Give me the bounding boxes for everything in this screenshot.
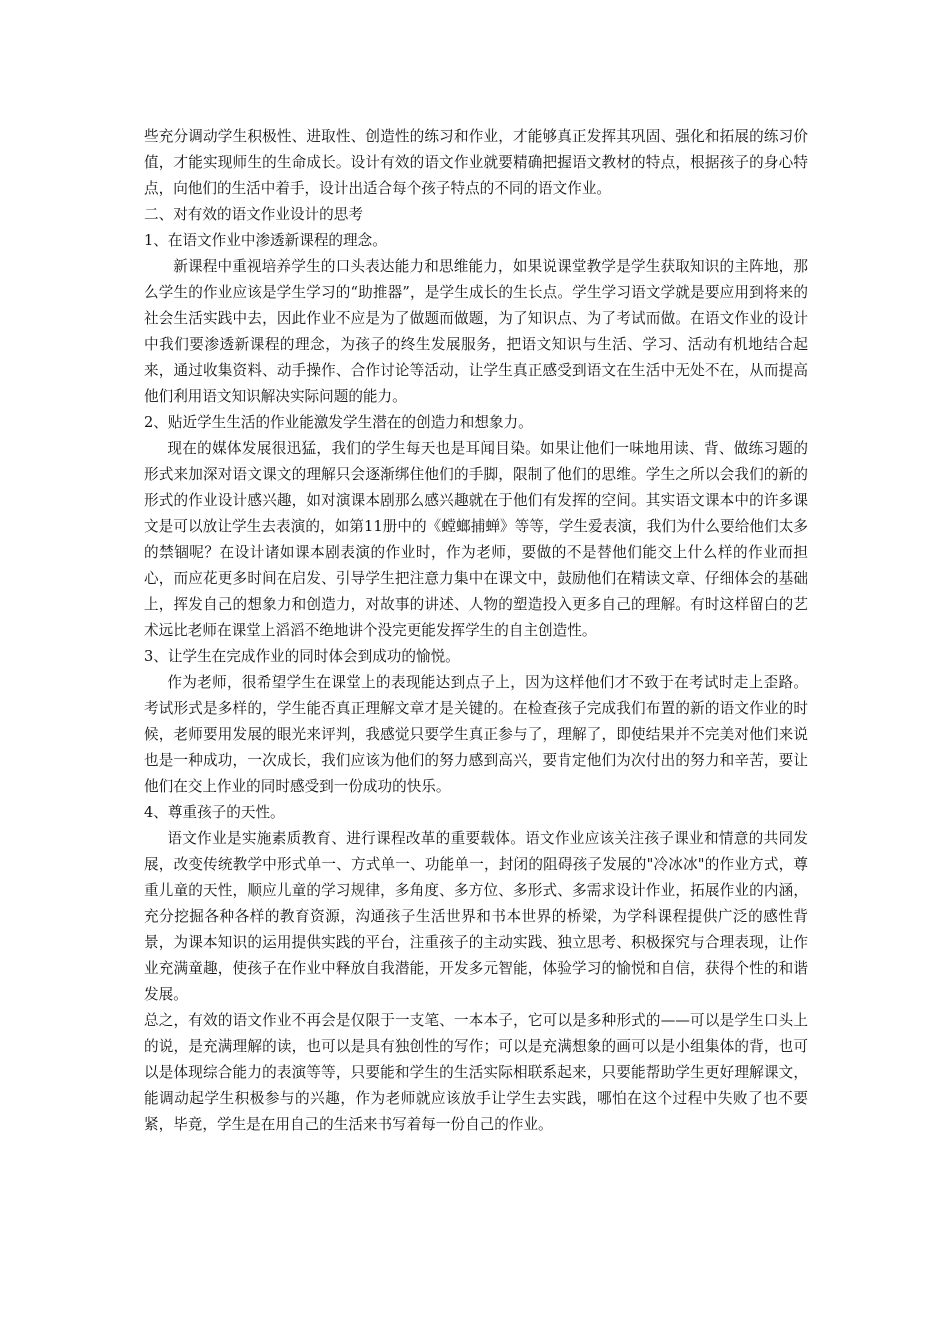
section-heading: 二、对有效的语文作业设计的思考 — [144, 206, 363, 223]
paragraph-continuation: 些充分调动学生积极性、进取性、创造性的练习和作业，才能够真正发挥其巩固、强化和拓展的练习价值，才能实现师生的生命成长。设计有效的语文作业就要精确把握语文教材的特点，根据孩子的身心特点，向他们的生活中着手，设计出适合每个孩子特点的不同的语文作业。 — [144, 128, 808, 197]
subheading-1: 1、在语文作业中渗透新课程的理念。 — [144, 232, 387, 249]
paragraph-4: 语文作业是实施素质教育、进行课程改革的重要载体。语文作业应该关注孩子课业和情意的共同发展，改变传统教学中形式单一、方式单一、功能单一，封闭的阻碍孩子发展的"冷冰冰"的作业方式，尊重儿童的天性，顺应儿童的学习规律，多角度、多方位、多形式、多需求设计作业，拓展作业的内涵，充分挖掘各种各样的教育资源，沟通孩子生活世界和书本世界的桥梁，为学科课程提供广泛的感性背景，为课本知识的运用提供实践的平台，注重孩子的主动实践、独立思考、积极探究与合理表现，让作业充满童趣，使孩子在作业中释放自我潜能，开发多元智能，体验学习的愉悦和自信，获得个性的和谐发展。 — [144, 830, 808, 1003]
subheading-2: 2、贴近学生生活的作业能激发学生潜在的创造力和想象力。 — [144, 414, 533, 431]
subheading-3: 3、让学生在完成作业的同时体会到成功的愉悦。 — [144, 648, 460, 665]
document-body — [144, 124, 808, 1138]
paragraph-3: 作为老师，很希望学生在课堂上的表现能达到点子上，因为这样他们才不致于在考试时走上歪路。考试形式是多样的，学生能否真正理解文章才是关键的。在检查孩子完成我们布置的新的语文作业的时候，老师要用发展的眼光来评判，我感觉只要学生真正参与了，理解了，即使结果并不完美对他们来说也是一种成功，一次成长，我们应该为他们的努力感到高兴，要肯定他们为次付出的努力和辛苦，要让他们在交上作业的同时感受到一份成功的快乐。 — [144, 674, 808, 795]
paragraph-conclusion: 总之，有效的语文作业不再会是仅限于一支笔、一本本子，它可以是多种形式的——可以是学生口头上的说，是充满理解的读，也可以是具有独创性的写作；可以是充满想象的画可以是小组集体的背，也可以是体现综合能力的表演等等，只要能和学生的生活实际相联系起来，只要能帮助学生更好理解课文，能调动起学生积极参与的兴趣，作为老师就应该放手让学生去实践，哪怕在这个过程中失败了也不要紧，毕竟，学生是在用自己的生活来书写着每一份自己的作业。 — [144, 1012, 808, 1133]
subheading-4: 4、尊重孩子的天性。 — [144, 804, 285, 821]
paragraph-2: 现在的媒体发展很迅猛，我们的学生每天也是耳闻目染。如果让他们一味地用读、背、做练习题的形式来加深对语文课文的理解只会逐渐绑住他们的手脚，限制了他们的思维。学生之所以会我们的新的形式的作业设计感兴趣，如对演课本剧那么感兴趣就在于他们有发挥的空间。其实语文课本中的许多课文是可以放让学生去表演的，如第11册中的《螳螂捕蝉》等等，学生爱表演，我们为什么要给他们太多的禁锢呢？在设计诸如课本剧表演的作业时，作为老师，要做的不是替他们能交上什么样的作业而担心，而应花更多时间在启发、引导学生把注意力集中在课文中，鼓励他们在精读文章、仔细体会的基础上，挥发自己的想象力和创造力，对故事的讲述、人物的塑造投入更多自己的理解。有时这样留白的艺术远比老师在课堂上滔滔不绝地讲个没完更能发挥学生的自主创造性。 — [144, 440, 808, 639]
paragraph-1: 新课程中重视培养学生的口头表达能力和思维能力，如果说课堂教学是学生获取知识的主阵地，那么学生的作业应该是学生学习的“助推器”，是学生成长的生长点。学生学习语文学就是要应用到将来的社会生活实践中去，因此作业不应是为了做题而做题，为了知识点、为了考试而做。在语文作业的设计中我们要渗透新课程的理念，为孩子的终生发展服务，把语文知识与生活、学习、活动有机地结合起来，通过收集资料、动手操作、合作讨论等活动，让学生真正感受到语文在生活中无处不在，从而提高他们利用语文知识解决实际问题的能力。 — [144, 258, 808, 405]
